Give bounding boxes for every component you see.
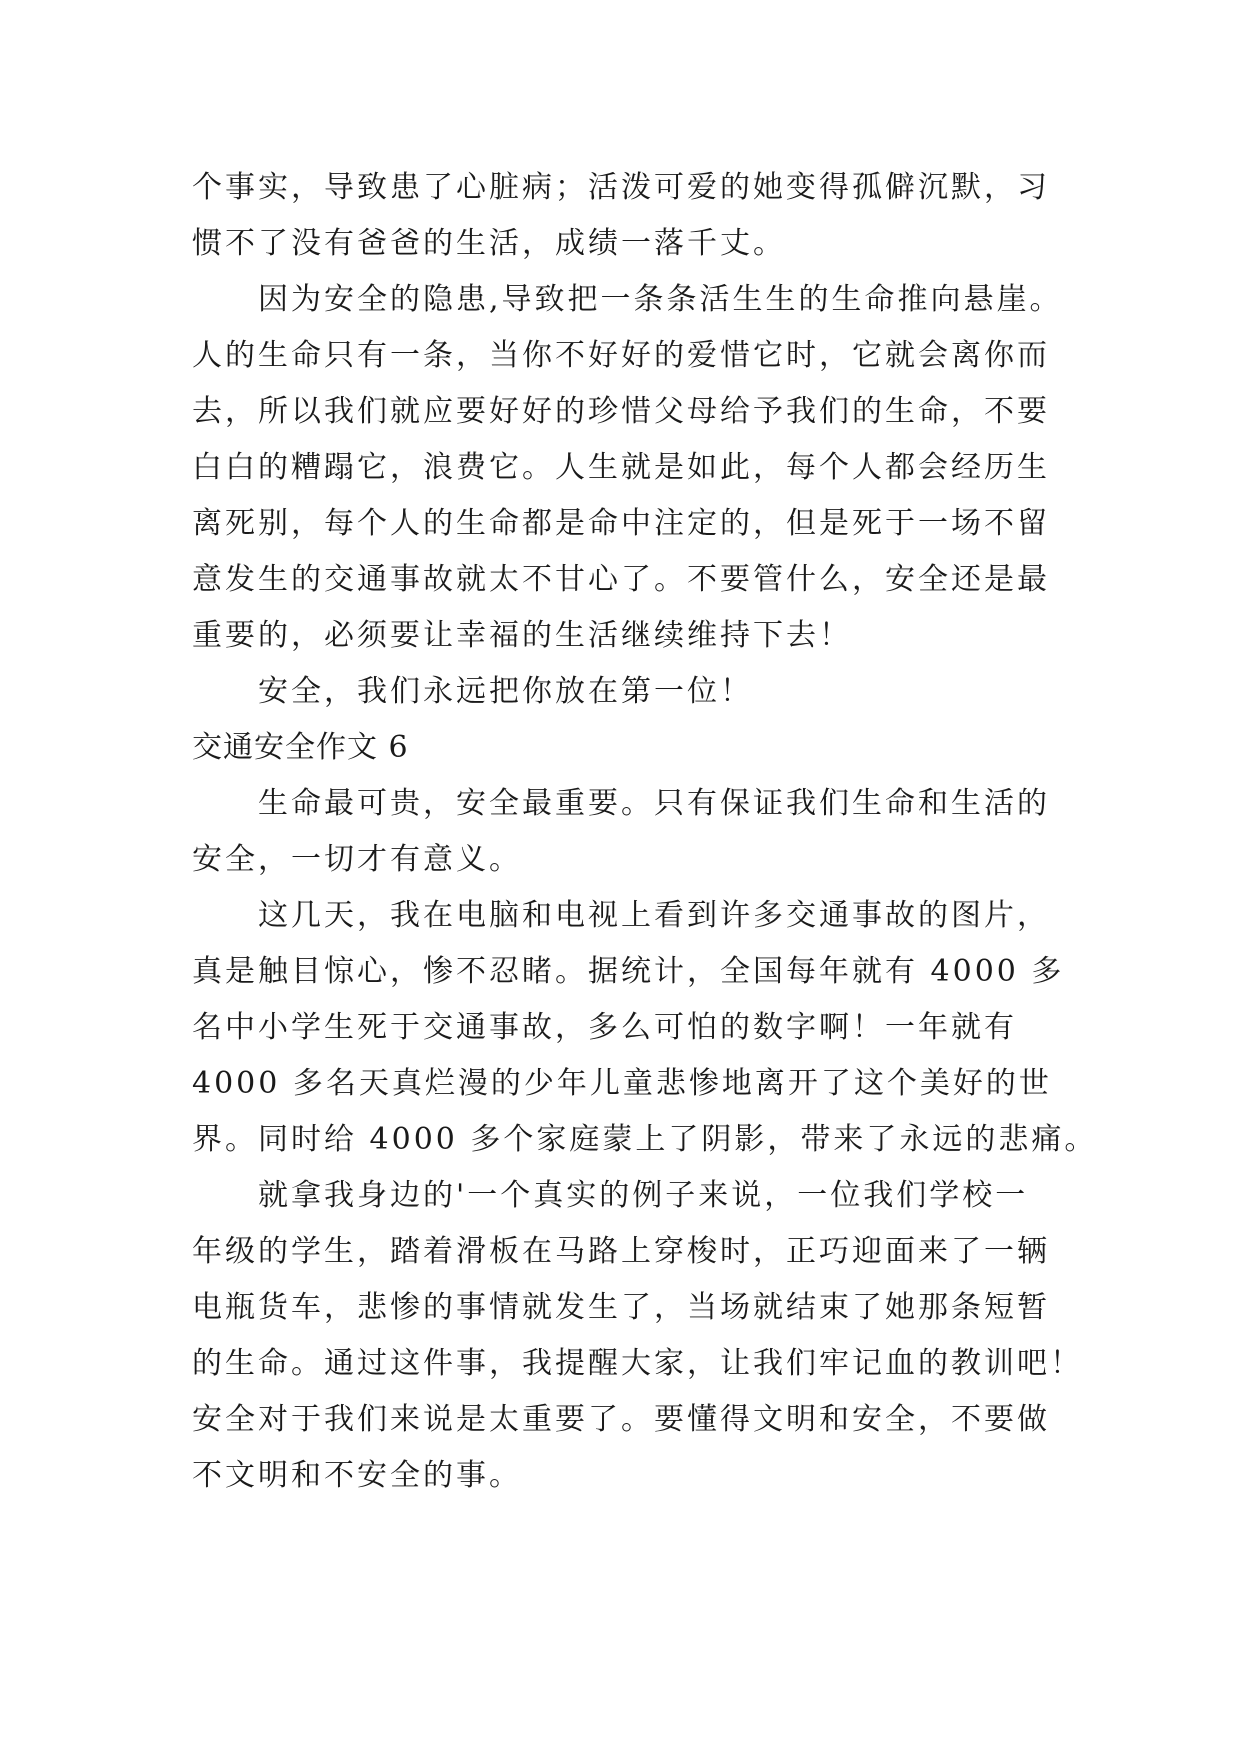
text-line: 安全，一切才有意义。	[192, 842, 522, 877]
text-line: 的生命。通过这件事，我提醒大家，让我们牢记血的教训吧！	[192, 1346, 1083, 1381]
text-line: 白白的糟蹋它，浪费它。人生就是如此，每个人都会经历生	[192, 450, 1050, 485]
text-line: 4000 多名天真烂漫的少年儿童悲惨地离开了这个美好的世	[192, 1066, 1052, 1101]
text-line: 真是触目惊心，惨不忍睹。据统计，全国每年就有 4000 多	[192, 954, 1065, 989]
text-line: 惯不了没有爸爸的生活，成绩一落千丈。	[192, 226, 786, 261]
paragraph-start-line: 就拿我身边的'一个真实的例子来说，一位我们学校一	[258, 1178, 1029, 1213]
text-line: 不文明和不安全的事。	[192, 1458, 522, 1493]
text-line: 意发生的交通事故就太不甘心了。不要管什么，安全还是最	[192, 562, 1050, 597]
paragraph-start-line: 生命最可贵，安全最重要。只有保证我们生命和生活的	[258, 786, 1050, 821]
text-line: 去，所以我们就应要好好的珍惜父母给予我们的生命，不要	[192, 394, 1050, 429]
text-line: 安全对于我们来说是太重要了。要懂得文明和安全，不要做	[192, 1402, 1050, 1437]
text-line: 人的生命只有一条，当你不好好的爱惜它时，它就会离你而	[192, 338, 1050, 373]
text-line: 界。同时给 4000 多个家庭蒙上了阴影，带来了永远的悲痛。	[192, 1122, 1098, 1157]
paragraph-start-line: 这几天，我在电脑和电视上看到许多交通事故的图片，	[258, 898, 1050, 933]
text-line: 电瓶货车，悲惨的事情就发生了，当场就结束了她那条短暂	[192, 1290, 1050, 1325]
text-line: 个事实，导致患了心脏病；活泼可爱的她变得孤僻沉默，习	[192, 170, 1050, 205]
text-line: 名中小学生死于交通事故，多么可怕的数字啊！一年就有	[192, 1010, 1017, 1045]
document-page	[192, 160, 1098, 1504]
paragraph-start-line: 因为安全的隐患,导致把一条条活生生的生命推向悬崖。	[258, 282, 1063, 317]
text-line: 重要的，必须要让幸福的生活继续维持下去！	[192, 618, 852, 653]
text-line: 离死别，每个人的生命都是命中注定的，但是死于一场不留	[192, 506, 1050, 541]
text-line: 年级的学生，踏着滑板在马路上穿梭时，正巧迎面来了一辆	[192, 1234, 1050, 1269]
paragraph-start-line: 安全，我们永远把你放在第一位！	[258, 674, 753, 709]
section-heading: 交通安全作文 6	[192, 730, 409, 765]
